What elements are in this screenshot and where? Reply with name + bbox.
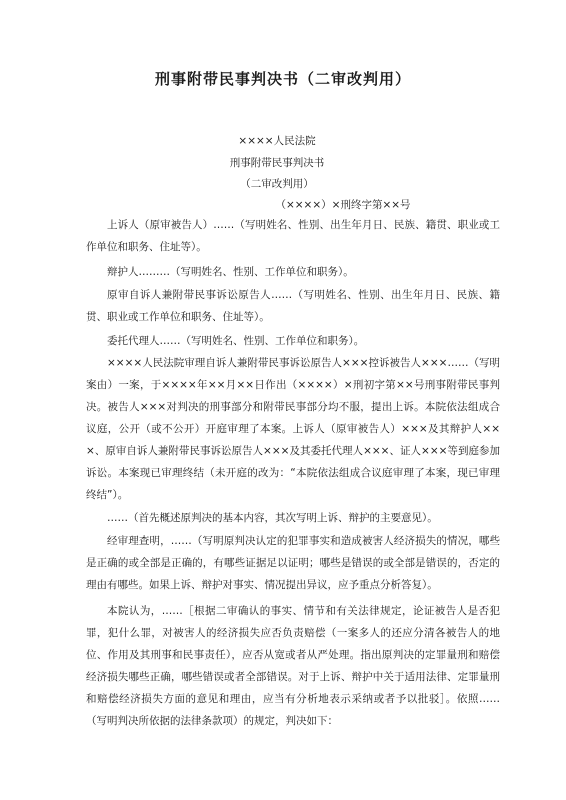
plaintiff-paragraph: 原审自诉人兼附带民事诉讼原告人……（写明姓名、性别、出生年月日、民族、籍贯、职业或工作单位和职务、住址等）。 (86, 289, 500, 323)
findings-paragraph: 经审理查明，……（写明原判决认定的犯罪事实和造成被害人经济损失的情况，哪些是正确的或全部是正确的，有哪些证据足以证明；哪些是错误的或全部是错误的，否定的理由有哪些。如果上诉、辩护对事实、情况提出异议，应予重点分析答复）。 (86, 535, 500, 591)
court-opinion-paragraph: 本院认为，……［根据二审确认的事实、情节和有关法律规定，论证被告人是否犯罪，犯什么罪，对被害人的经济损失应否负责赔偿（一案多人的还应分清各被告人的地位、作用及其刑事和民事责任），应否从宽或者从严处理。指出原判决的定罪量刑和赔偿经济损失哪些正确，哪些错误或者全部错误。对于上诉、辩护中关于适用法律、定罪量刑和赔偿经济损失方面的意见和理由，应当有分析地表示采纳或者予以批驳］。依照……（写明判决所依据的法律条款项）的规定，判决如下： (86, 605, 500, 727)
case-history-paragraph: ××××人民法院审理自诉人兼附带民事诉讼原告人×××控诉被告人×××……（写明案由）一案，于××××年××月××日作出（××××）×刑初字第××号刑事附带民事判决。被告人×××对判决的刑事部分和附带民事部分均不服，提出上诉。本院依法组成合议庭，公开（或不公开）开庭审理了本案。上诉人（原审被告人）×××及其辩护人×××、原审自诉人兼附带民事诉讼原告人×××及其委托代理人×××、证人×××等到庭参加诉讼。本案现已审理终结（未开庭的改为：“本院依法组成合议庭审理了本案，现已审理终结”）。 (86, 357, 500, 501)
agent-paragraph: 委托代理人……（写明姓名、性别、工作单位和职务）。 (107, 335, 365, 347)
court-name: ××××人民法院 (238, 135, 316, 147)
summary-paragraph: ……（首先概述原判决的基本内容，其次写明上诉、辩护的主要意见）。 (107, 512, 438, 524)
document-type: 刑事附带民事判决书 (229, 157, 325, 169)
case-number: （××××）×刑终字第××号 (275, 199, 411, 211)
defender-paragraph: 辩护人………（写明姓名、性别、工作单位和职务）。 (107, 266, 354, 278)
document-title: 刑事附带民事判决书（二审改判用） (154, 70, 411, 88)
appellant-paragraph: 上诉人（原审被告人）……（写明姓名、性别、出生年月日、民族、籍贯、职业或工作单位和职务、住址等）。 (86, 219, 500, 253)
document-subtitle: （二审改判用） (240, 178, 314, 190)
